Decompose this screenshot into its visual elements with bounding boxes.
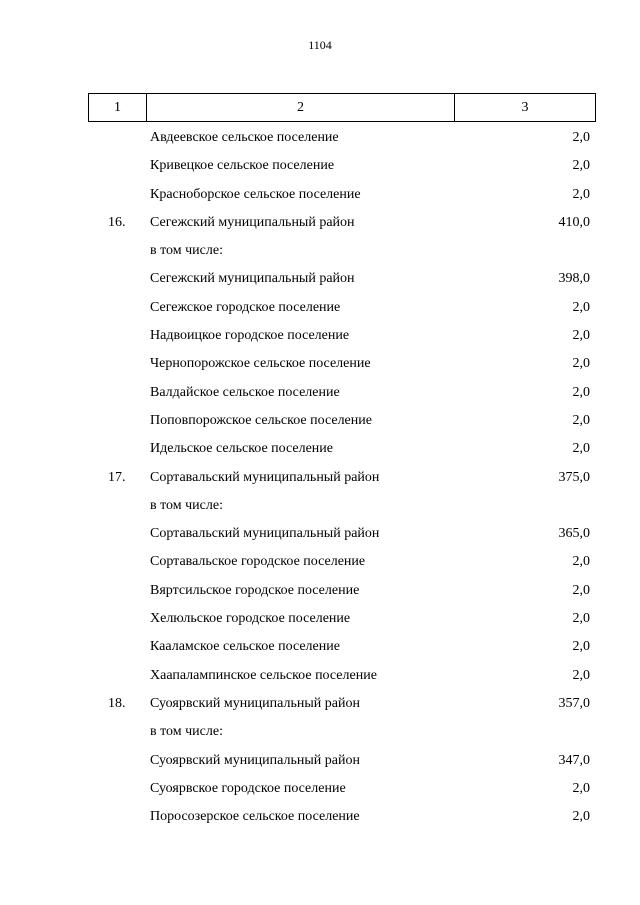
row-value: 375,0 <box>558 469 590 485</box>
table-row <box>0 774 640 802</box>
row-value: 2,0 <box>572 809 590 825</box>
row-value: 2,0 <box>572 780 590 796</box>
row-name: Поросозерское сельское поселение <box>150 809 360 825</box>
row-name: Суоярвский муниципальный район <box>150 752 360 768</box>
column-header-2: 2 <box>147 94 455 122</box>
row-name: Валдайское сельское поселение <box>150 384 340 400</box>
row-value: 2,0 <box>572 299 590 315</box>
row-name: Сегежский муниципальный район <box>150 271 355 287</box>
table-row <box>0 293 640 321</box>
row-value: 2,0 <box>572 412 590 428</box>
table-row <box>0 463 640 491</box>
table-row <box>0 151 640 179</box>
row-value: 2,0 <box>572 611 590 627</box>
row-name: Суоярвское городское поселение <box>150 780 346 796</box>
row-name: Хелюльское городское поселение <box>150 611 351 627</box>
row-name: Сегежское городское поселение <box>150 299 341 315</box>
table-row <box>0 632 640 660</box>
table-row <box>0 378 640 406</box>
table-row <box>0 434 640 462</box>
row-name: Кааламское сельское поселение <box>150 639 340 655</box>
row-number: 17. <box>108 469 126 485</box>
row-value: 2,0 <box>572 356 590 372</box>
row-value: 2,0 <box>572 130 590 145</box>
table-row <box>0 604 640 632</box>
table-row <box>0 491 640 519</box>
row-name: Хаапалампинское сельское поселение <box>150 667 377 683</box>
table-row <box>0 717 640 745</box>
table-row <box>0 689 640 717</box>
row-value: 347,0 <box>558 752 590 768</box>
table-row <box>0 802 640 830</box>
row-value: 2,0 <box>572 582 590 598</box>
row-number: 16. <box>108 214 126 230</box>
row-value: 410,0 <box>558 214 590 230</box>
column-header-row <box>89 94 596 122</box>
row-value: 2,0 <box>572 667 590 683</box>
row-name: Красноборское сельское поселение <box>150 186 361 202</box>
page-number: 1104 <box>308 38 332 52</box>
table-row <box>0 349 640 377</box>
row-name: в том числе: <box>150 243 223 259</box>
row-name: в том числе: <box>150 497 223 513</box>
row-name: в том числе: <box>150 724 223 740</box>
column-header-table <box>88 93 596 122</box>
row-name: Сортавальский муниципальный район <box>150 526 380 542</box>
row-name: Сортавальский муниципальный район <box>150 469 380 485</box>
row-value: 398,0 <box>558 271 590 287</box>
table-row <box>0 576 640 604</box>
table-row <box>0 264 640 292</box>
table-row <box>0 321 640 349</box>
table-row <box>0 236 640 264</box>
column-header-1: 1 <box>89 94 147 122</box>
row-name: Поповпорожское сельское поселение <box>150 412 372 428</box>
row-value: 2,0 <box>572 639 590 655</box>
row-name: Кривецкое сельское поселение <box>150 158 335 174</box>
table-row <box>0 208 640 236</box>
table-row <box>0 547 640 575</box>
row-value: 2,0 <box>572 186 590 202</box>
row-name: Идельское сельское поселение <box>150 441 334 457</box>
row-value: 2,0 <box>572 384 590 400</box>
table-row <box>0 519 640 547</box>
table-row <box>0 180 640 208</box>
table-row <box>0 746 640 774</box>
row-value: 2,0 <box>572 554 590 570</box>
row-value: 2,0 <box>572 441 590 457</box>
table-row <box>0 406 640 434</box>
row-name: Суоярвский муниципальный район <box>150 695 360 711</box>
row-value: 2,0 <box>572 158 590 174</box>
row-name: Вяртсильское городское поселение <box>150 582 360 598</box>
row-value: 357,0 <box>558 695 590 711</box>
column-header-3: 3 <box>455 94 596 122</box>
row-name: Сортавальское городское поселение <box>150 554 366 570</box>
row-name: Надвоицкое городское поселение <box>150 328 350 344</box>
row-number: 18. <box>108 695 126 711</box>
table-row <box>0 661 640 689</box>
row-name: Сегежский муниципальный район <box>150 214 355 230</box>
table-row <box>0 123 640 151</box>
row-value: 2,0 <box>572 328 590 344</box>
row-name: Чернопорожское сельское поселение <box>150 356 371 372</box>
table-body <box>0 123 640 830</box>
row-value: 365,0 <box>558 526 590 542</box>
row-name: Авдеевское сельское поселение <box>150 130 339 145</box>
